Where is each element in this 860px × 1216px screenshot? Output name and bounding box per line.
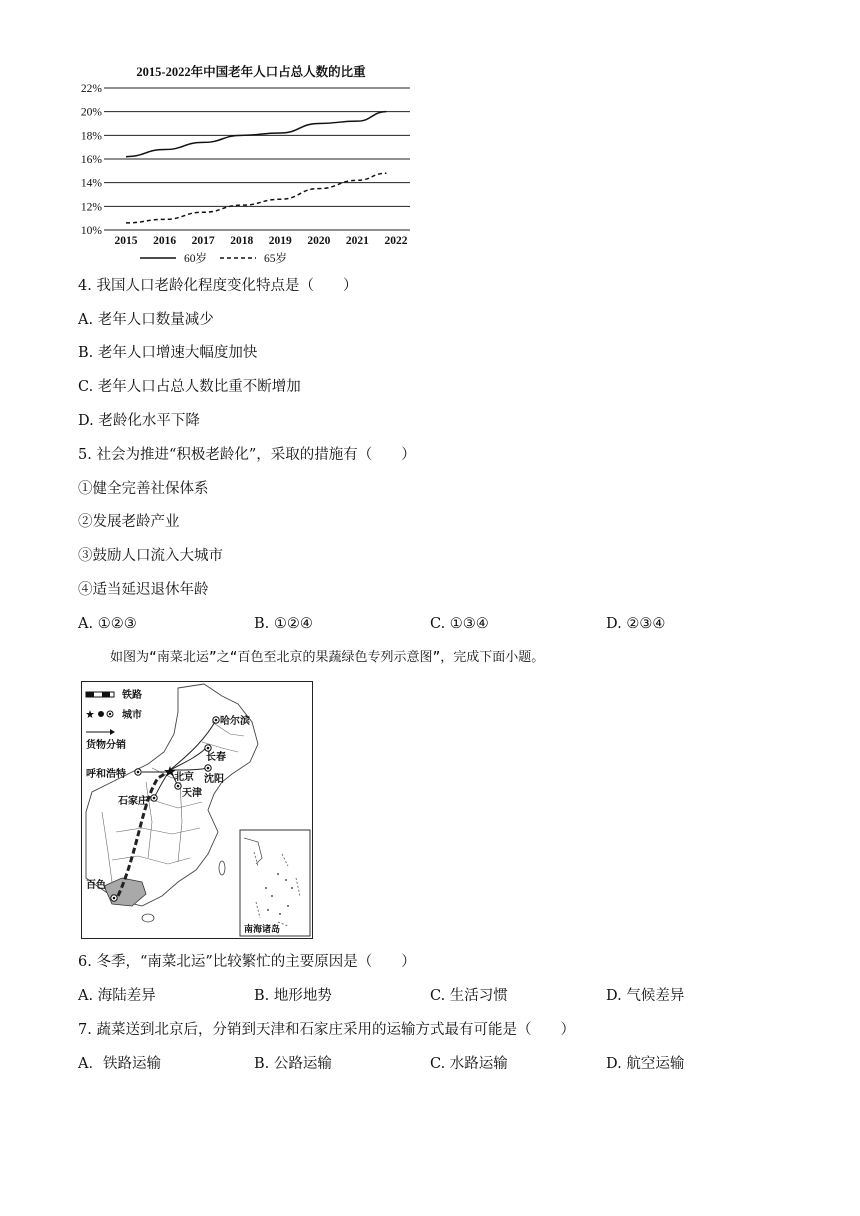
q4-option-a[interactable]: A. 老年人口数量减少: [78, 312, 214, 328]
x-tick-label: 2015: [114, 235, 138, 247]
q4-stem: 4. 我国人口老龄化程度变化特点是（ ）: [78, 278, 358, 294]
q7-stem: 7. 蔬菜送到北京后，分销到天津和石家庄采用的运输方式最有可能是（ ）: [78, 1022, 575, 1038]
q5-item-4: ④适当延迟退休年龄: [78, 582, 209, 598]
q5-option-a[interactable]: A. ①②③: [78, 616, 137, 632]
y-tick-label: 16%: [80, 154, 102, 166]
inset-label: 南海诸岛: [244, 925, 281, 935]
y-tick-label: 14%: [80, 177, 102, 190]
legend-distribution: 货物分销: [86, 740, 126, 751]
map-legend: [86, 688, 142, 751]
y-axis-ticks: [81, 83, 103, 237]
label-changchun: 长春: [206, 752, 226, 763]
map-drawing: [82, 682, 312, 938]
series-line-60: [126, 112, 386, 157]
legend-label-65: 65岁: [264, 253, 287, 265]
label-harbin: 哈尔滨: [220, 716, 250, 727]
y-tick-label: 22%: [80, 83, 102, 95]
q6-option-b[interactable]: B. 地形地势: [254, 988, 332, 1004]
series-line-65: [126, 173, 386, 223]
map-intro: 如图为“南菜北运”之“百色至北京的果蔬绿色专列示意图”，完成下面小题。: [110, 650, 545, 665]
chart-grid: [104, 88, 410, 230]
q5-option-c[interactable]: C. ①③④: [430, 616, 489, 632]
legend-label-60: 60岁: [184, 253, 207, 265]
elderly-population-line-chart: [72, 58, 422, 268]
x-tick-label: 2022: [384, 235, 408, 247]
label-hohhot: 呼和浩特: [86, 769, 126, 780]
legend-city: 城市: [122, 710, 142, 721]
x-tick-label: 2016: [153, 235, 177, 247]
x-tick-label: 2018: [230, 235, 254, 247]
label-shenyang: 沈阳: [204, 774, 224, 785]
q4-option-c[interactable]: C. 老年人口占总人数比重不断增加: [78, 379, 301, 395]
q7-option-b[interactable]: B. 公路运输: [254, 1056, 332, 1072]
y-tick-label: 20%: [80, 106, 102, 119]
label-tianjin: 天津: [182, 788, 202, 799]
q5-item-2: ②发展老龄产业: [78, 514, 180, 530]
chart-title: 2015-2022年中国老年人口占总人数的比重: [136, 65, 366, 79]
south-china-sea-inset: [240, 830, 310, 936]
chart-legend: [140, 251, 287, 265]
q7-option-a[interactable]: A．铁路运输: [78, 1056, 161, 1072]
q5-option-d[interactable]: D. ②③④: [606, 616, 666, 632]
x-axis-ticks: [115, 235, 408, 247]
q5-option-b[interactable]: B. ①②④: [254, 616, 313, 632]
q6-option-c[interactable]: C. 生活习惯: [430, 988, 508, 1004]
label-beijing: 北京: [174, 772, 194, 783]
y-tick-label: 12%: [80, 201, 102, 214]
q6-stem: 6. 冬季，“南菜北运”比较繁忙的主要原因是（ ）: [78, 954, 416, 970]
q4-option-b[interactable]: B. 老年人口增速大幅度加快: [78, 345, 258, 361]
x-tick-label: 2021: [345, 235, 369, 247]
railway-map: [81, 681, 313, 939]
q7-option-c[interactable]: C. 水路运输: [430, 1056, 508, 1072]
q6-option-a[interactable]: A. 海陆差异: [78, 988, 156, 1004]
q5-item-1: ①健全完善社保体系: [78, 481, 209, 497]
q5-stem: 5. 社会为推进“积极老龄化”，采取的措施有（ ）: [78, 447, 416, 463]
x-tick-label: 2020: [307, 235, 331, 247]
x-tick-label: 2017: [191, 235, 215, 247]
q4-option-d[interactable]: D. 老龄化水平下降: [78, 413, 200, 429]
y-tick-label: 10%: [80, 225, 102, 237]
q7-option-d[interactable]: D. 航空运输: [606, 1056, 685, 1072]
hainan-island: [142, 914, 154, 922]
q6-option-d[interactable]: D. 气候差异: [606, 988, 685, 1004]
label-baise: 百色: [86, 880, 106, 891]
label-shijiazhuang: 石家庄: [118, 796, 148, 807]
legend-railway: 铁路: [122, 690, 142, 701]
taiwan-island: [219, 861, 225, 875]
y-tick-label: 18%: [80, 130, 102, 143]
q5-item-3: ③鼓励人口流入大城市: [78, 548, 223, 564]
x-tick-label: 2019: [268, 235, 292, 247]
